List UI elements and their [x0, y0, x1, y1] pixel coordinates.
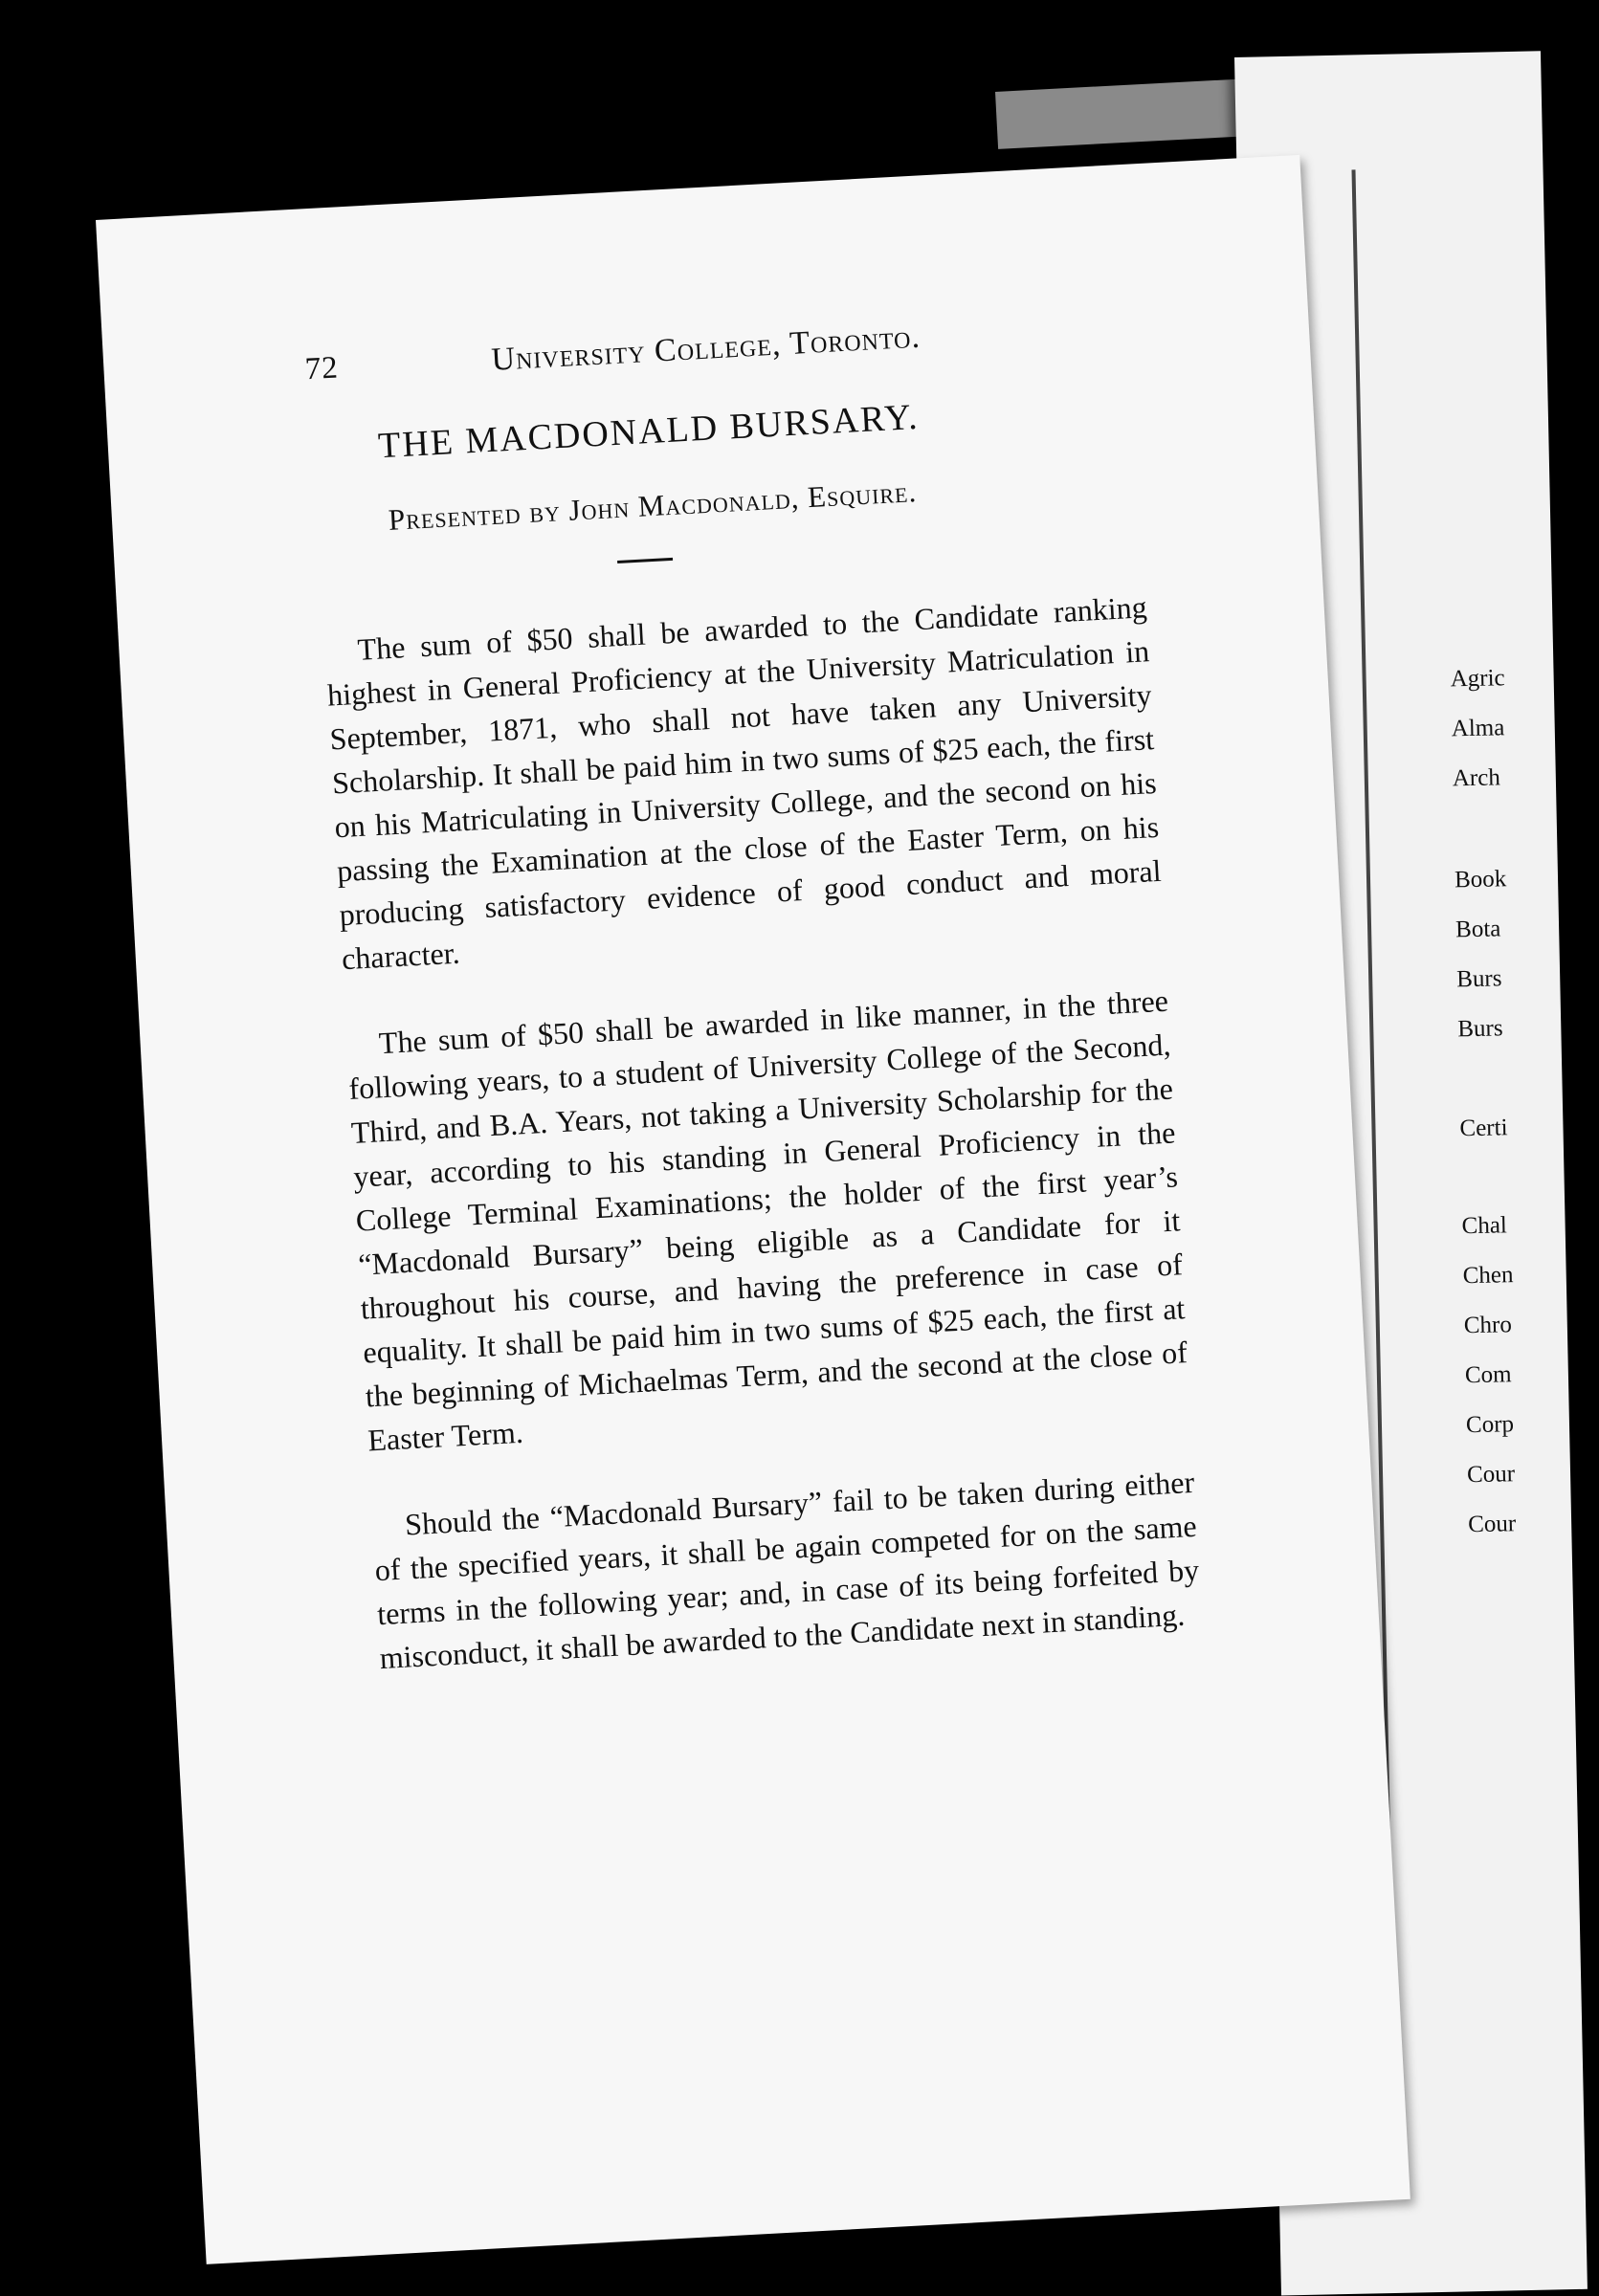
adjacent-entry: Book [1454, 866, 1507, 894]
article-title: THE MACDONALD BURSARY. [377, 396, 921, 467]
paragraph: The sum of $50 shall be awarded to the Candidate ranking highest in General Proficiency at the University Matriculation in September, 1871, who shall not have taken any University Scholarship. It shall be paid him in two sums of $25 each, the first on his Matriculating in University College, and the second on his passing the Examination at the close of the Easter Term, on his producing satisfactory evidence of good conduct and moral character. [326, 589, 1163, 977]
running-head-title: University College, Toronto. [490, 319, 922, 378]
article-body [323, 585, 1205, 1722]
adjacent-entry: Com [1464, 1361, 1512, 1389]
paragraph: The sum of $50 shall be awarded in like manner, in the three following years, to a student of University College of the Second, Third, and B.A. Years, not taking a University Scholarship for the year, according to his standing in General Proficiency in the College Terminal Examinations; the holder of the first year’s “Macdonald Bursary” being eligible as a Candidate for it throughout his course, and having the preference in case of equality. It shall be paid him in two sums of $25 each, the first at the beginning of Michaelmas Term, and the second at the close of Easter Term. [347, 982, 1188, 1458]
adjacent-entry: Cour [1466, 1461, 1516, 1489]
adjacent-entry: Alma [1451, 715, 1505, 742]
page-number: 72 [303, 350, 340, 387]
adjacent-entry: Corp [1465, 1411, 1515, 1439]
adjacent-entry: Cour [1467, 1511, 1517, 1538]
adjacent-entry: Burs [1457, 1015, 1503, 1043]
adjacent-entry: Chen [1462, 1262, 1514, 1290]
adjacent-entry: Agric [1450, 665, 1505, 693]
adjacent-entry: Chro [1463, 1312, 1513, 1339]
adjacent-entry: Bota [1455, 916, 1501, 943]
title-rule [617, 558, 673, 563]
adjacent-page-entries [1450, 663, 1565, 1538]
adjacent-entry: Chal [1461, 1212, 1508, 1240]
running-head [303, 306, 1165, 387]
adjacent-entry: Certi [1459, 1115, 1508, 1142]
main-page [96, 155, 1410, 2264]
adjacent-entry: Arch [1452, 764, 1501, 792]
adjacent-entry: Burs [1455, 965, 1502, 993]
presented-by-line: Presented by John Macdonald, Esquire. [388, 475, 918, 537]
paragraph: Should the “Macdonald Bursary” fail to be taken during either of the specified years, it shall be again competed for on the same terms in the following year; and, in case of its being forfeited by misconduct, it shall be awarded to the Candidate next in standing. [373, 1464, 1200, 1676]
